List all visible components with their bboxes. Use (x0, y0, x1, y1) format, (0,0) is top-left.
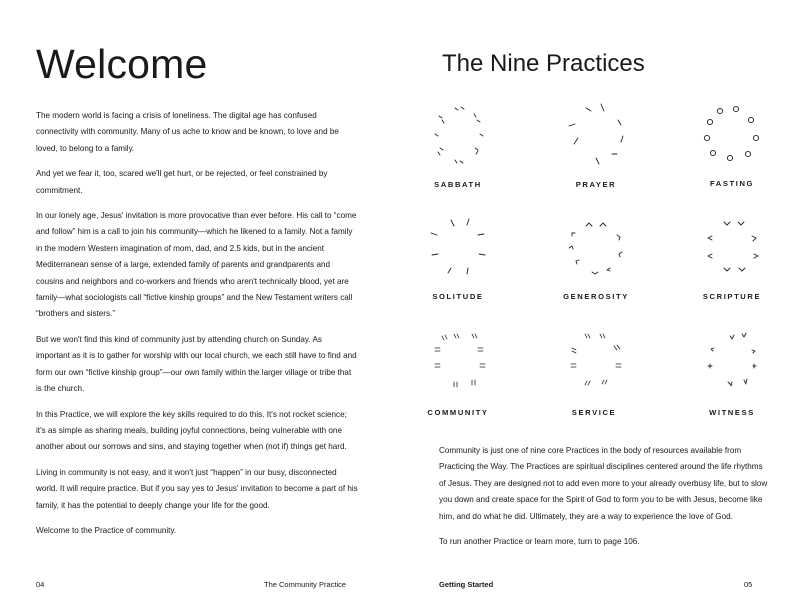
generosity-icon (536, 210, 656, 282)
page-number-right: 05 (744, 580, 753, 589)
practice-label: SOLITUDE (432, 292, 484, 301)
practice-fasting (672, 98, 792, 198)
witness-icon (672, 322, 792, 398)
paragraph: Living in community is not easy, and it won't just “happen” in our busy, disconnected world. It will require practice. But if you say yes to Jesus' invitation to become a part of his family, it has the potential to deeply change your life for the good. (36, 467, 358, 510)
solitude-icon (398, 210, 518, 282)
paragraph: Community is just one of nine core Practices in the body of resources available from Practicing the Way. The Practices are spiritual disciplines centered around the life rhythms of Jesus. They are designed not to add even more to your already overbusy life, but to slow you down and create space for the Spirit of God to form you to be with Jesus, become like him, and do what he did. Ultimately, they are a way to experience the love of God. (439, 446, 768, 521)
nine-practices-body (439, 443, 769, 559)
practice-label: PRAYER (575, 180, 617, 189)
paragraph: In our lonely age, Jesus' invitation is more provocative than ever before. His call to “come and follow” him is a call to join his community—which he likened to a family. Not a family in the modern Western imagination of mom, dad, and 2.5 kids, but in the ancient Mediterranean sense of a large, extended family of parents and grandparents and cousins and neighbors and co-workers and friends who aren't technically blood, yet are family—what sociologists call “fictive kinship groups” and the New Testament writers call “brothers and sisters.” (36, 211, 357, 319)
page-title: Welcome (36, 41, 208, 87)
practice-witness (672, 322, 792, 422)
practice-generosity (536, 210, 656, 310)
section-title: The Nine Practices (442, 50, 645, 77)
welcome-body (36, 108, 358, 548)
practice-label: FASTING (709, 179, 755, 188)
practices-grid (396, 0, 792, 430)
community-icon (398, 322, 518, 398)
practice-sabbath (398, 98, 518, 198)
sabbath-icon (398, 98, 518, 170)
right-page (396, 0, 792, 612)
practice-label: GENEROSITY (563, 292, 629, 301)
paragraph: And yet we fear it, too, scared we'll get hurt, or be rejected, or feel constrained by commitment. (36, 169, 328, 195)
page-number-left: 04 (36, 580, 45, 589)
practice-community (398, 322, 518, 422)
practice-label: SERVICE (571, 408, 617, 417)
practice-label: WITNESS (709, 408, 755, 417)
practice-service (534, 322, 654, 422)
paragraph: In this Practice, we will explore the key skills required to do this. It's not rocket science; it's as simple as sharing meals, building joyful connections, being vulnerable with one another about our sorrows and sins, and staying together when (not if) things get hard. (36, 409, 347, 452)
paragraph: Welcome to the Practice of community. (36, 525, 177, 535)
paragraph: To run another Practice or learn more, turn to page 106. (439, 537, 640, 547)
service-icon (534, 322, 654, 398)
practice-label: SABBATH (434, 180, 482, 189)
practice-prayer (536, 98, 656, 198)
scripture-icon (672, 210, 792, 282)
section-running-title: Getting Started (439, 580, 494, 589)
fasting-icon (672, 98, 792, 170)
practice-label: SCRIPTURE (702, 292, 762, 301)
practice-solitude (398, 210, 518, 310)
paragraph: The modern world is facing a crisis of loneliness. The digital age has confused connectivity with community. Many of us ache to know and be known, to love and be loved, to belong to a family. (36, 111, 339, 153)
practice-label: COMMUNITY (427, 408, 489, 417)
practice-scripture (672, 210, 792, 310)
paragraph: But we won't find this kind of community just by attending church on Sunday. As important as it is to gather for worship with our local church, we each still have to find and form our own “fictive kinship group”—our own family within the larger village or tribe that is the church. (36, 334, 357, 394)
prayer-icon (536, 98, 656, 170)
running-title: The Community Practice (264, 580, 347, 589)
